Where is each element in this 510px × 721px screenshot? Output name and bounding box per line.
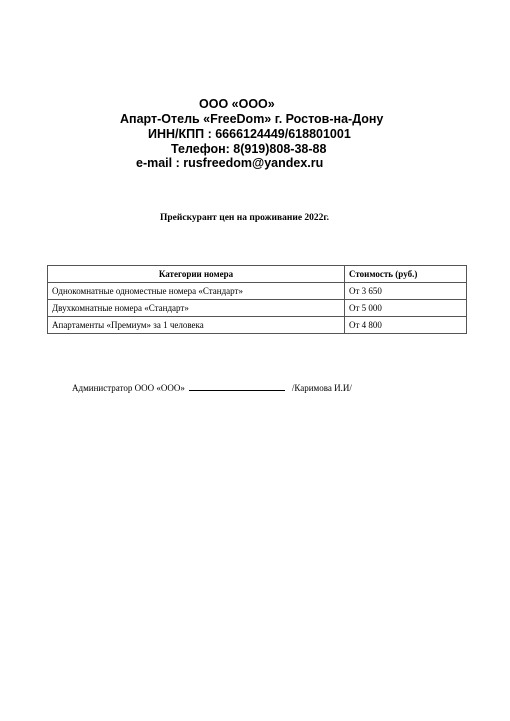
room-category: Однокомнатные одноместные номера «Стандарт» — [48, 283, 345, 300]
room-category: Апартаменты «Премиум» за 1 человека — [48, 317, 345, 334]
table-header-row — [48, 266, 467, 283]
signature-name: /Каримова И.И/ — [291, 383, 352, 393]
hotel-name: Апарт-Отель «FreeDom» г. Ростов-на-Дону — [120, 112, 384, 126]
signature-line — [189, 382, 285, 391]
email: e-mail : rusfreedom@yandex.ru — [136, 156, 324, 170]
table-row — [48, 283, 467, 300]
price-table — [47, 265, 467, 334]
table-row — [48, 300, 467, 317]
signature-block — [72, 382, 352, 393]
room-price: От 5 000 — [345, 300, 467, 317]
room-price: От 3 650 — [345, 283, 467, 300]
room-price: От 4 800 — [345, 317, 467, 334]
column-header-category: Категории номера — [48, 266, 345, 283]
room-category: Двухкомнатные номера «Стандарт» — [48, 300, 345, 317]
company-name: ООО «ООО» — [199, 97, 275, 111]
signature-label: Администратор ООО «ООО» — [72, 383, 185, 393]
pricelist-title: Прейскурант цен на проживание 2022г. — [160, 213, 330, 223]
inn-kpp: ИНН/КПП : 6666124449/618801001 — [148, 127, 351, 141]
table-row — [48, 317, 467, 334]
phone: Телефон: 8(919)808-38-88 — [171, 142, 327, 156]
column-header-price: Стоимость (руб.) — [345, 266, 467, 283]
